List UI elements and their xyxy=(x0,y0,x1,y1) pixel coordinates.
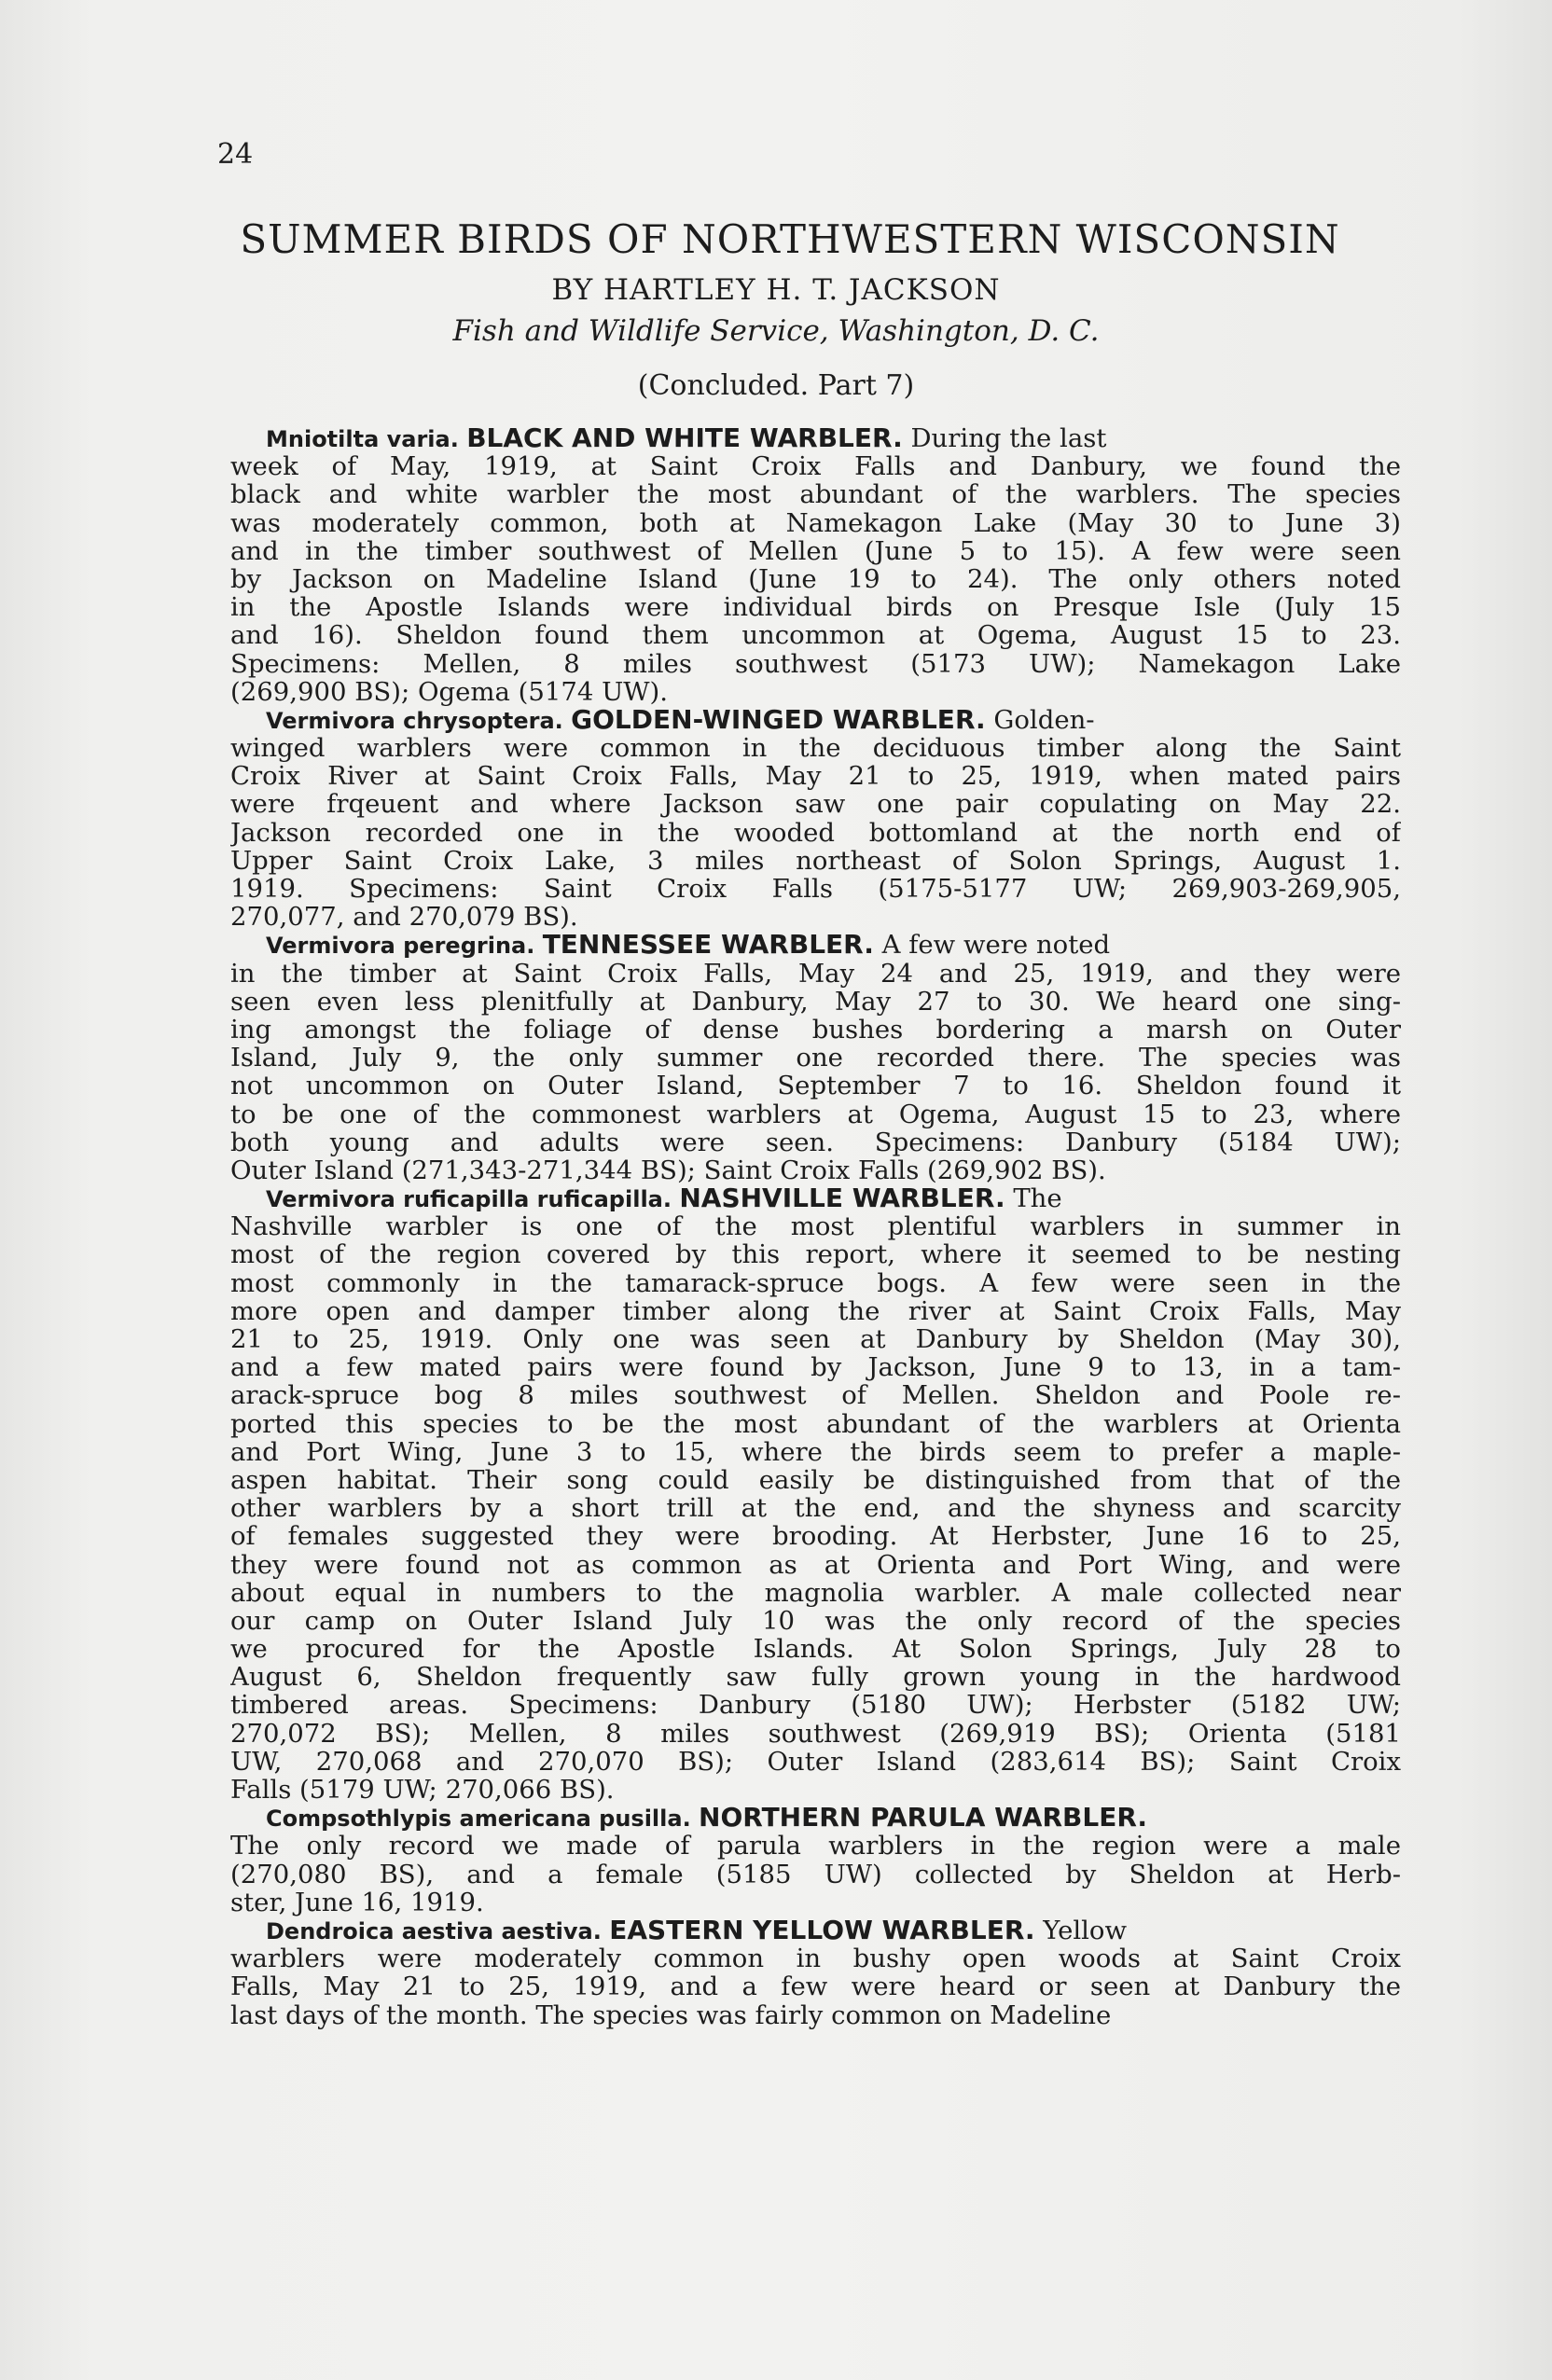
text-line: Outer Island (271,343-271,344 BS); Saint Croix Falls (269,902 BS). xyxy=(230,1155,1106,1185)
text-line: August 6, Sheldon frequently saw fully grown young in the hardwood xyxy=(230,1663,1401,1692)
text-line: black and white warbler the most abundant of the warblers. The species xyxy=(230,480,1401,509)
text-line: more open and damper timber along the river at Saint Croix Falls, May xyxy=(230,1296,1401,1325)
text-line: 270,072 BS); Mellen, 8 miles southwest (269,919 BS); Orienta (5181 xyxy=(230,1719,1401,1748)
entry-heading-line xyxy=(230,706,1401,734)
text-line: ing amongst the foliage of dense bushes bordering a marsh on Outer xyxy=(230,1015,1401,1045)
text-line: and Port Wing, June 3 to 15, where the birds seem to prefer a maple- xyxy=(230,1437,1401,1466)
text-line: 21 to 25, 1919. Only one was seen at Danbury by Sheldon (May 30), xyxy=(230,1325,1401,1354)
text-line: they were found not as common as at Orienta and Port Wing, and were xyxy=(230,1550,1401,1579)
text-line: most of the region covered by this report, where it seemed to be nesting xyxy=(230,1240,1401,1269)
entry-heading-line xyxy=(230,1804,1401,1832)
text-line: winged warblers were common in the deciduous timber along the Saint xyxy=(230,734,1401,763)
text-line: warblers were moderately common in bushy open woods at Saint Croix xyxy=(230,1944,1401,1973)
species-entry xyxy=(230,1184,1401,1804)
common-name: GOLDEN-WINGED WARBLER. xyxy=(571,705,986,735)
text-line: 270,077, and 270,079 BS). xyxy=(230,903,578,932)
text-line: 1919. Specimens: Saint Croix Falls (5175-5177 UW; 269,903-269,905, xyxy=(230,875,1401,904)
text-segment: During the last xyxy=(902,424,1107,453)
part-note: (Concluded. Part 7) xyxy=(637,369,915,402)
text-segment: The xyxy=(1005,1184,1062,1213)
text-segment: Golden- xyxy=(985,705,1095,735)
text-line: Island, July 9, the only summer one recorded there. The species was xyxy=(230,1044,1401,1072)
text-line: last days of the month. The species was fairly common on Madeline xyxy=(230,2000,1112,2029)
text-segment: A few were noted xyxy=(873,931,1111,960)
text-segment: Yellow xyxy=(1034,1916,1128,1945)
scientific-name: Vermivora chrysoptera. xyxy=(266,707,572,734)
text-line: our camp on Outer Island July 10 was the only record of the species xyxy=(230,1606,1401,1636)
text-line: The only record we made of parula warblers in the region were a male xyxy=(230,1832,1401,1861)
common-name: EASTERN YELLOW WARBLER. xyxy=(609,1916,1035,1945)
scientific-name: Dendroica aestiva aestiva. xyxy=(266,1917,610,1944)
text-line: timbered areas. Specimens: Danbury (5180 UW); Herbster (5182 UW; xyxy=(230,1691,1401,1720)
text-line: Croix River at Saint Croix Falls, May 21 to 25, 1919, when mated pairs xyxy=(230,762,1401,791)
scientific-name: Vermivora ruficapilla ruficapilla. xyxy=(266,1186,680,1213)
text-line: to be one of the commonest warblers at Ogema, August 15 to 23, where xyxy=(230,1100,1401,1128)
entry-heading-line xyxy=(230,424,1401,452)
entry-heading-line xyxy=(230,1916,1401,1944)
article-body xyxy=(230,424,1401,2029)
entry-heading-line xyxy=(230,1184,1401,1212)
text-line: about equal in numbers to the magnolia warbler. A male collected near xyxy=(230,1578,1401,1607)
text-line: Specimens: Mellen, 8 miles southwest (5173 UW); Namekagon Lake xyxy=(230,649,1401,678)
scientific-name: Vermivora peregrina. xyxy=(266,933,543,960)
text-line: seen even less plenitfully at Danbury, May 27 to 30. We heard one sing- xyxy=(230,987,1401,1016)
text-line: arack-spruce bog 8 miles southwest of Mellen. Sheldon and Poole re- xyxy=(230,1381,1401,1410)
text-line: (269,900 BS); Ogema (5174 UW). xyxy=(230,677,668,706)
text-line: of females suggested they were brooding. At Herbster, June 16 to 25, xyxy=(230,1522,1401,1551)
text-line: week of May, 1919, at Saint Croix Falls and Danbury, we found the xyxy=(230,452,1401,481)
text-line: other warblers by a short trill at the end, and the shyness and scarcity xyxy=(230,1494,1401,1523)
entry-heading-line xyxy=(230,931,1401,959)
text-line: ported this species to be the most abundant of the warblers at Orienta xyxy=(230,1409,1401,1438)
text-line: not uncommon on Outer Island, September 7 to 16. Sheldon found it xyxy=(230,1072,1401,1100)
species-entry xyxy=(230,424,1401,706)
affiliation: Fish and Wildlife Service, Washington, D. C. xyxy=(452,314,1100,348)
article-title: SUMMER BIRDS OF NORTHWESTERN WISCONSIN xyxy=(240,216,1340,262)
text-line: Upper Saint Croix Lake, 3 miles northeast of Solon Springs, August 1. xyxy=(230,846,1401,875)
text-line: ster, June 16, 1919. xyxy=(230,1888,484,1916)
species-entry xyxy=(230,931,1401,1184)
common-name: BLACK AND WHITE WARBLER. xyxy=(466,424,903,453)
species-entry xyxy=(230,1916,1401,2029)
text-line: and in the timber southwest of Mellen (June 5 to 15). A few were seen xyxy=(230,536,1401,565)
text-line: Jackson recorded one in the wooded bottomland at the north end of xyxy=(230,818,1401,847)
text-line: aspen habitat. Their song could easily be distinguished from that of the xyxy=(230,1465,1401,1495)
byline: BY HARTLEY H. T. JACKSON xyxy=(551,273,1001,307)
common-name: NASHVILLE WARBLER. xyxy=(679,1184,1005,1213)
text-line: most commonly in the tamarack-spruce bogs. A few were seen in the xyxy=(230,1268,1401,1297)
page-number: 24 xyxy=(217,138,254,171)
text-line: (270,080 BS), and a female (5185 UW) collected by Sheldon at Herb- xyxy=(230,1860,1401,1889)
text-line: and 16). Sheldon found them uncommon at Ogema, August 15 to 23. xyxy=(230,621,1401,650)
text-line: we procured for the Apostle Islands. At Solon Springs, July 28 to xyxy=(230,1635,1401,1664)
common-name: NORTHERN PARULA WARBLER. xyxy=(699,1804,1148,1833)
scientific-name: Compsothlypis americana pusilla. xyxy=(266,1806,700,1833)
text-line: and a few mated pairs were found by Jackson, June 9 to 13, in a tam- xyxy=(230,1353,1401,1382)
text-line: UW, 270,068 and 270,070 BS); Outer Island (283,614 BS); Saint Croix xyxy=(230,1747,1401,1776)
text-line: Nashville warbler is one of the most plentiful warblers in summer in xyxy=(230,1212,1401,1241)
text-line: in the Apostle Islands were individual birds on Presque Isle (July 15 xyxy=(230,593,1401,622)
text-line: was moderately common, both at Namekagon Lake (May 30 to June 3) xyxy=(230,508,1401,537)
text-line: were frqeuent and where Jackson saw one pair copulating on May 22. xyxy=(230,790,1401,819)
species-entry xyxy=(230,706,1401,932)
text-line: Falls, May 21 to 25, 1919, and a few were heard or seen at Danbury the xyxy=(230,1972,1401,2001)
text-line: by Jackson on Madeline Island (June 19 to 24). The only others noted xyxy=(230,564,1401,594)
scientific-name: Mniotilta varia. xyxy=(266,426,467,452)
common-name: TENNESSEE WARBLER. xyxy=(542,931,874,960)
text-line: in the timber at Saint Croix Falls, May 24 and 25, 1919, and they were xyxy=(230,959,1401,988)
species-entry xyxy=(230,1804,1401,1916)
text-line: Falls (5179 UW; 270,066 BS). xyxy=(230,1776,615,1805)
text-line: both young and adults were seen. Specimens: Danbury (5184 UW); xyxy=(230,1128,1401,1156)
